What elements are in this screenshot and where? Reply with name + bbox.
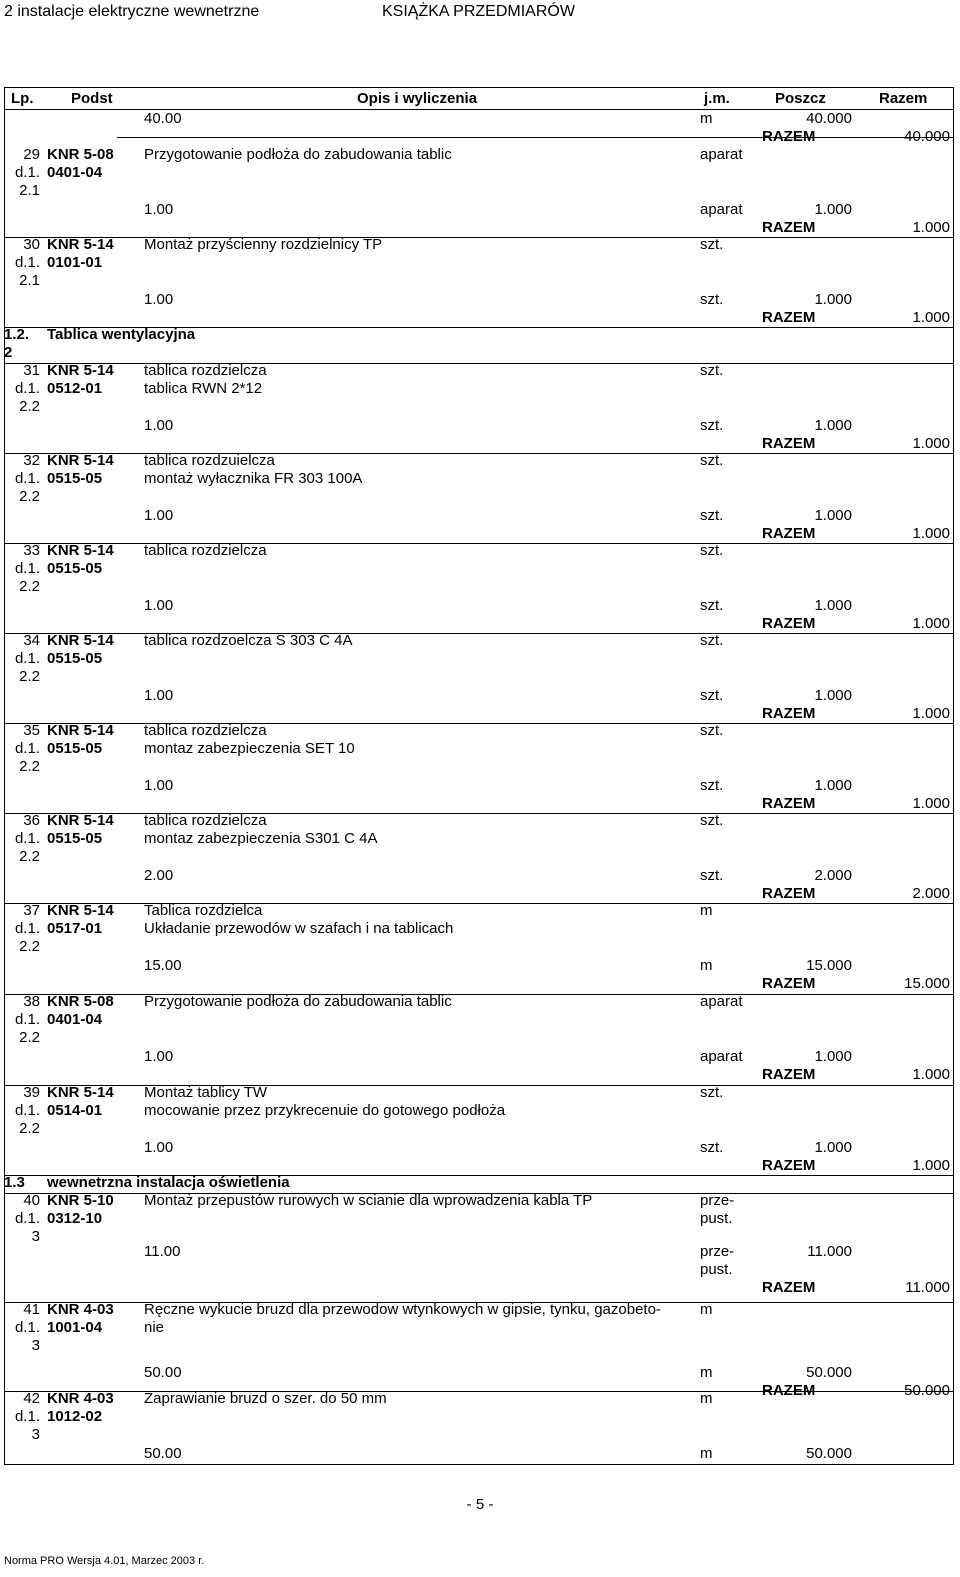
position-podst: KNR 5-14 — [47, 452, 114, 469]
position-description: mocowanie przez przykrecenuie do gotowego podłoża — [144, 1102, 506, 1119]
position-qty-unit: aparat — [700, 1048, 743, 1065]
position-podst: 0401-04 — [47, 164, 103, 181]
position-razem-label: RAZEM — [762, 795, 816, 812]
position-qty: 15.00 — [144, 957, 182, 974]
position-qty-unit: prze- — [700, 1243, 735, 1260]
position-description: tablica RWN 2*12 — [144, 380, 263, 397]
position-lp: 35 — [23, 722, 40, 739]
position-description: tablica rozdzielcza — [144, 542, 267, 559]
position-podst: 0101-01 — [47, 254, 103, 271]
position-description: Tablica rozdzielca — [144, 902, 263, 919]
position-qty-unit: szt. — [700, 417, 724, 434]
carry-razem-value: 40.000 — [904, 128, 950, 145]
position-unit: szt. — [700, 236, 724, 253]
position-lp: 32 — [23, 452, 40, 469]
position-description: Zaprawianie bruzd o szer. do 50 mm — [144, 1390, 387, 1407]
carry-qty: 40.00 — [144, 110, 182, 127]
position-razem-label: RAZEM — [762, 1279, 816, 1296]
position-podst: 0517-01 — [47, 920, 103, 937]
position-razem: 1.000 — [912, 525, 950, 542]
position-lp: 2.2 — [19, 758, 40, 775]
position-qty: 1.00 — [144, 687, 174, 704]
position-unit: szt. — [700, 722, 724, 739]
position-razem-label: RAZEM — [762, 615, 816, 632]
position-description: montaż wyłacznika FR 303 100A — [144, 470, 363, 487]
position-poszcz: 11.000 — [807, 1243, 852, 1260]
position-razem-label: RAZEM — [762, 1157, 816, 1174]
position-unit: aparat — [700, 146, 743, 163]
position-poszcz: 1.000 — [814, 201, 852, 218]
position-podst: 0515-05 — [47, 650, 103, 667]
position-podst: KNR 5-14 — [47, 236, 114, 253]
position-lp: 36 — [23, 812, 40, 829]
position-unit: aparat — [700, 993, 743, 1010]
position-podst: KNR 5-14 — [47, 542, 114, 559]
position-description: Przygotowanie podłoża do zabudowania tablic — [144, 146, 452, 163]
col-header-jm: j.m. — [704, 90, 730, 107]
position-qty-unit: aparat — [700, 201, 743, 218]
position-unit: szt. — [700, 542, 724, 559]
footer-note: Norma PRO Wersja 4.01, Marzec 2003 r. — [4, 1555, 205, 1567]
position-description: tablica rozdzielcza — [144, 722, 267, 739]
position-poszcz: 50.000 — [806, 1445, 852, 1462]
position-description: tablica rozdzielcza — [144, 362, 267, 379]
position-poszcz: 1.000 — [814, 1048, 852, 1065]
position-lp: 2.2 — [19, 488, 40, 505]
position-description: Montaż przepustów rurowych w scianie dla wprowadzenia kabla TP — [144, 1192, 593, 1209]
carry-razem-label: RAZEM — [762, 128, 816, 145]
position-poszcz: 1.000 — [814, 291, 852, 308]
position-podst: 0515-05 — [47, 740, 103, 757]
position-qty: 1.00 — [144, 1048, 174, 1065]
position-lp: d.1. — [14, 1210, 40, 1227]
row-divider — [117, 137, 953, 138]
position-qty-unit: szt. — [700, 597, 724, 614]
position-lp: 42 — [23, 1390, 40, 1407]
position-razem-label: RAZEM — [762, 525, 816, 542]
position-razem: 1.000 — [912, 1066, 950, 1083]
position-lp: d.1. — [14, 1408, 40, 1425]
position-unit: m — [700, 1301, 713, 1318]
position-description: Ręczne wykucie bruzd dla przewodow wtynkowych w gipsie, tynku, gazobeto- — [144, 1301, 661, 1318]
col-header-razem: Razem — [879, 90, 928, 107]
position-podst: KNR 5-14 — [47, 1084, 114, 1101]
position-razem: 50.000 — [904, 1382, 950, 1399]
position-lp: 3 — [31, 1228, 40, 1245]
position-poszcz: 1.000 — [814, 597, 852, 614]
position-poszcz: 1.000 — [814, 777, 852, 794]
position-qty: 2.00 — [144, 867, 174, 884]
position-lp: 33 — [23, 542, 40, 559]
position-unit: szt. — [700, 632, 724, 649]
position-description: Przygotowanie podłoża do zabudowania tablic — [144, 993, 452, 1010]
position-podst: KNR 5-14 — [47, 632, 114, 649]
position-lp: 2.1 — [19, 272, 40, 289]
position-qty: 1.00 — [144, 291, 174, 308]
position-razem: 1.000 — [912, 219, 950, 236]
position-poszcz: 2.000 — [814, 867, 852, 884]
position-podst: 0515-05 — [47, 830, 103, 847]
position-podst: KNR 4-03 — [47, 1301, 114, 1318]
position-lp: 37 — [23, 902, 40, 919]
position-poszcz: 1.000 — [814, 1139, 852, 1156]
position-razem-label: RAZEM — [762, 309, 816, 326]
position-razem: 1.000 — [912, 795, 950, 812]
position-razem: 1.000 — [912, 309, 950, 326]
col-header-lp: Lp. — [11, 90, 34, 107]
position-podst: KNR 5-14 — [47, 902, 114, 919]
position-podst: 1001-04 — [47, 1319, 103, 1336]
position-qty-unit: pust. — [700, 1261, 733, 1278]
position-description: tablica rozdzoelcza S 303 C 4A — [144, 632, 353, 649]
position-podst: KNR 5-10 — [47, 1192, 114, 1209]
position-razem-label: RAZEM — [762, 705, 816, 722]
position-podst: 0401-04 — [47, 1011, 103, 1028]
position-razem: 1.000 — [912, 615, 950, 632]
position-podst: KNR 5-08 — [47, 146, 114, 163]
position-podst: KNR 4-03 — [47, 1390, 114, 1407]
position-lp: d.1. — [14, 254, 40, 271]
position-lp: 29 — [23, 146, 40, 163]
position-razem-label: RAZEM — [762, 975, 816, 992]
position-lp: d.1. — [14, 830, 40, 847]
position-razem-label: RAZEM — [762, 219, 816, 236]
position-description: nie — [144, 1319, 165, 1336]
section-title: wewnetrzna instalacja oświetlenia — [47, 1174, 290, 1191]
position-qty: 1.00 — [144, 777, 174, 794]
document-header-title: 2 instalacje elektryczne wewnetrzne — [4, 3, 260, 20]
position-lp: d.1. — [14, 560, 40, 577]
position-lp: 30 — [23, 236, 40, 253]
position-unit: m — [700, 1390, 713, 1407]
position-podst: KNR 5-14 — [47, 722, 114, 739]
position-qty-unit: szt. — [700, 777, 724, 794]
position-unit: prze- — [700, 1192, 735, 1209]
section-title: Tablica wentylacyjna — [47, 326, 196, 343]
position-description: Montaż tablicy TW — [144, 1084, 268, 1101]
position-lp: 2.2 — [19, 848, 40, 865]
carry-poszcz: 40.000 — [806, 110, 852, 127]
position-podst: KNR 5-14 — [47, 812, 114, 829]
section-number-cont: 2 — [4, 344, 13, 361]
position-lp: 2.2 — [19, 398, 40, 415]
col-header-opis: Opis i wyliczenia — [357, 90, 478, 107]
position-description: montaz zabezpieczenia SET 10 — [144, 740, 355, 757]
position-poszcz: 15.000 — [806, 957, 852, 974]
position-qty: 1.00 — [144, 597, 174, 614]
position-razem: 2.000 — [912, 885, 950, 902]
position-qty: 1.00 — [144, 507, 174, 524]
position-razem-label: RAZEM — [762, 1066, 816, 1083]
section-number: 1.3 — [4, 1174, 25, 1191]
position-lp: d.1. — [14, 740, 40, 757]
position-unit: m — [700, 902, 713, 919]
position-razem: 11.000 — [905, 1279, 950, 1296]
position-lp: 41 — [23, 1301, 40, 1318]
position-lp: 40 — [23, 1192, 40, 1209]
position-description: Układanie przewodów w szafach i na tablicach — [144, 920, 454, 937]
position-razem: 15.000 — [904, 975, 950, 992]
col-header-podst: Podst — [71, 90, 113, 107]
position-unit: szt. — [700, 362, 724, 379]
position-unit: pust. — [700, 1210, 733, 1227]
position-podst: 0515-05 — [47, 560, 103, 577]
position-podst: 0512-01 — [47, 380, 103, 397]
position-qty: 1.00 — [144, 1139, 174, 1156]
position-razem-label: RAZEM — [762, 1382, 816, 1399]
position-poszcz: 1.000 — [814, 417, 852, 434]
position-lp: 2.2 — [19, 938, 40, 955]
position-lp: d.1. — [14, 920, 40, 937]
position-poszcz: 50.000 — [806, 1364, 852, 1381]
position-podst: 0312-10 — [47, 1210, 103, 1227]
position-razem: 1.000 — [912, 1157, 950, 1174]
position-qty-unit: szt. — [700, 867, 724, 884]
position-podst: 0514-01 — [47, 1102, 103, 1119]
position-unit: szt. — [700, 1084, 724, 1101]
position-poszcz: 1.000 — [814, 507, 852, 524]
position-qty-unit: m — [700, 1364, 713, 1381]
document-header-book: KSIĄŻKA PRZEDMIARÓW — [382, 3, 575, 20]
position-qty: 1.00 — [144, 417, 174, 434]
position-podst: KNR 5-08 — [47, 993, 114, 1010]
position-podst: 0515-05 — [47, 470, 103, 487]
position-qty: 1.00 — [144, 201, 174, 218]
position-qty: 50.00 — [144, 1364, 182, 1381]
position-unit: szt. — [700, 812, 724, 829]
position-description: Montaż przyścienny rozdzielnicy TP — [144, 236, 383, 253]
position-lp: 38 — [23, 993, 40, 1010]
position-lp: 31 — [23, 362, 40, 379]
position-lp: 2.2 — [19, 1029, 40, 1046]
position-lp: d.1. — [14, 380, 40, 397]
position-qty-unit: m — [700, 1445, 713, 1462]
position-qty: 50.00 — [144, 1445, 182, 1462]
position-lp: 39 — [23, 1084, 40, 1101]
position-description: tablica rozdzuielcza — [144, 452, 275, 469]
position-qty-unit: szt. — [700, 507, 724, 524]
position-lp: d.1. — [14, 470, 40, 487]
position-poszcz: 1.000 — [814, 687, 852, 704]
col-header-poszcz: Poszcz — [775, 90, 826, 107]
position-lp: d.1. — [14, 1102, 40, 1119]
position-lp: d.1. — [14, 650, 40, 667]
position-lp: 3 — [31, 1426, 40, 1443]
section-number: 1.2. — [4, 326, 30, 343]
position-lp: 3 — [31, 1337, 40, 1354]
table-header-row — [5, 88, 953, 110]
position-lp: 2.2 — [19, 578, 40, 595]
position-lp: d.1. — [14, 1319, 40, 1336]
page-number: - 5 - — [466, 1496, 494, 1513]
position-lp: d.1. — [14, 164, 40, 181]
position-podst: KNR 5-14 — [47, 362, 114, 379]
position-qty-unit: szt. — [700, 291, 724, 308]
carry-unit: m — [700, 110, 713, 127]
position-lp: 2.2 — [19, 1120, 40, 1137]
position-lp: d.1. — [14, 1011, 40, 1028]
position-lp: 34 — [23, 632, 40, 649]
position-lp: 2.2 — [19, 668, 40, 685]
position-description: montaz zabezpieczenia S301 C 4A — [144, 830, 378, 847]
position-description: tablica rozdzielcza — [144, 812, 267, 829]
position-lp: 2.1 — [19, 182, 40, 199]
position-qty: 11.00 — [144, 1243, 181, 1260]
position-razem: 1.000 — [912, 435, 950, 452]
position-podst: 1012-02 — [47, 1408, 103, 1425]
position-razem-label: RAZEM — [762, 435, 816, 452]
position-razem: 1.000 — [912, 705, 950, 722]
position-qty-unit: szt. — [700, 687, 724, 704]
position-qty-unit: m — [700, 957, 713, 974]
position-razem-label: RAZEM — [762, 885, 816, 902]
position-unit: szt. — [700, 452, 724, 469]
position-qty-unit: szt. — [700, 1139, 724, 1156]
